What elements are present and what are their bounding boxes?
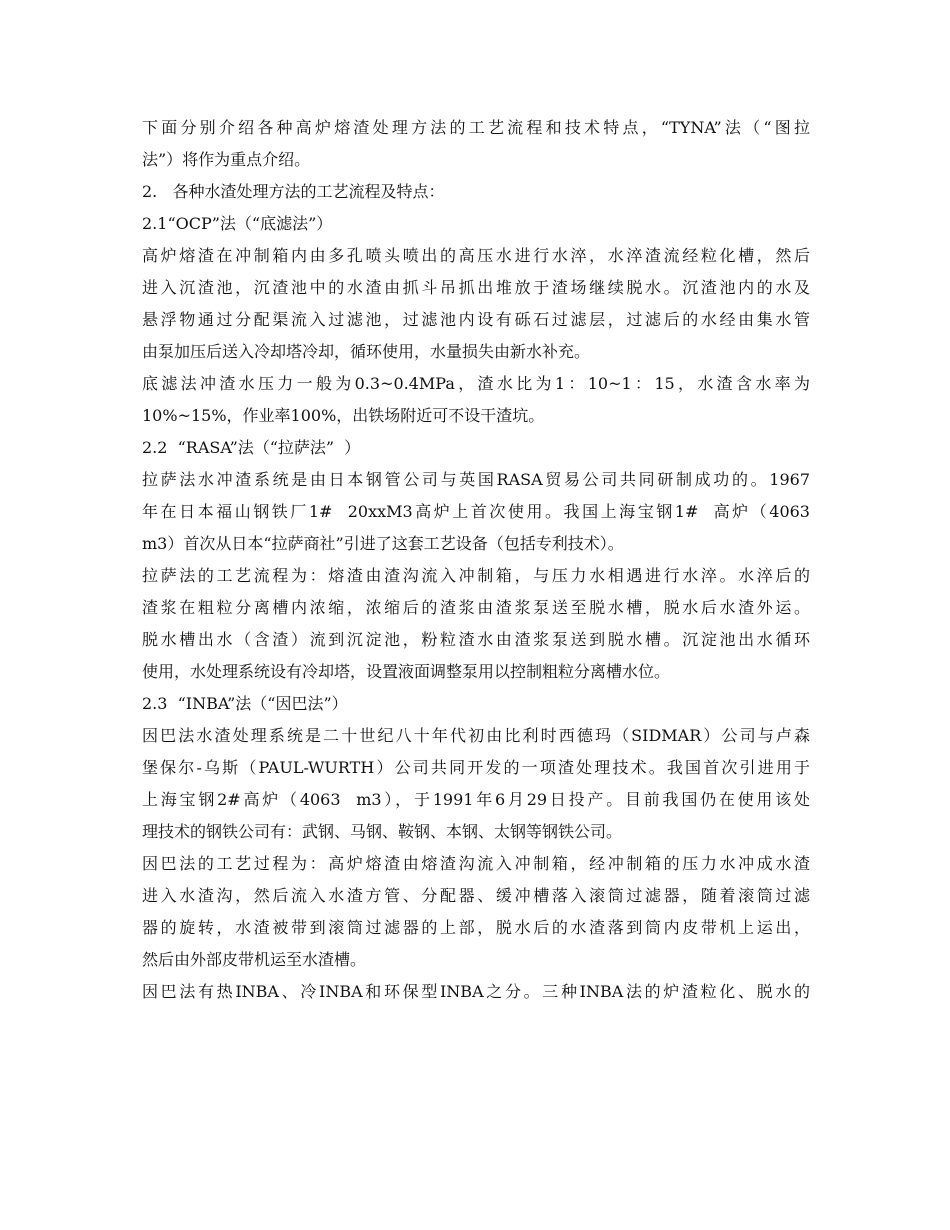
text-line: 进入水渣沟，然后流入水渣方管、分配器、缓冲槽落入滚筒过滤器，随着滚筒过滤 [142,886,810,905]
text-line: 理技术的钢铁公司有：武钢、马钢、鞍钢、本钢、太钢等钢铁公司。 [142,822,623,841]
text-line: 因巴法有热INBA、冷INBA和环保型INBA之分。三种INBA法的炉渣粒化、脱水的 [142,982,810,1001]
text-line: 堡保尔-乌斯（PAUL-WURTH）公司共同开发的一项渣处理技术。我国首次引进用于 [142,758,810,777]
text-line: 悬浮物通过分配渠流入过滤池，过滤池内设有砾石过滤层，过滤后的水经由集水管 [142,310,810,329]
text-line: 由泵加压后送入冷却塔冷却，循环使用，水量损失由新水补充。 [142,342,591,361]
text-line: 进入沉渣池，沉渣池中的水渣由抓斗吊抓出堆放于渣场继续脱水。沉渣池内的水及 [142,278,810,297]
text-line: 上海宝钢2#高炉（4063 m3），于1991年6月29日投产。目前我国仍在使用该处 [142,790,810,809]
section-heading: 2.1“OCP”法（“底滤法”） [142,214,333,233]
text-line: 10%~15%，作业率100%，出铁场附近可不设干渣坑。 [142,406,545,425]
text-line: 器的旋转，水渣被带到滚筒过滤器的上部，脱水后的水渣落到筒内皮带机上运出， [142,918,810,937]
text-line: 然后由外部皮带机运至水渣槽。 [142,950,367,969]
text-line: m3）首次从日本“拉萨商社”引进了这套工艺设备（包括专利技术）。 [142,534,624,553]
text-line: 使用，水处理系统设有冷却塔，设置液面调整泵用以控制粗粒分离槽水位。 [142,662,671,681]
text-line: 拉萨法的工艺流程为：熔渣由渣沟流入冲制箱，与压力水相遇进行水淬。水淬后的 [142,566,810,585]
text-line: 下面分别介绍各种高炉熔渣处理方法的工艺流程和技术特点，“TYNA”法（“图拉 [142,118,810,137]
text-line: 拉萨法水冲渣系统是由日本钢管公司与英国RASA贸易公司共同研制成功的。1967 [142,470,810,489]
section-heading: 2.2 “RASA”法（“拉萨法” ） [142,438,361,457]
section-heading: 2.3 “INBA”法（“因巴法”） [142,694,348,713]
text-line: 因巴法水渣处理系统是二十世纪八十年代初由比利时西德玛（SIDMAR）公司与卢森 [142,726,810,745]
text-line: 高炉熔渣在冲制箱内由多孔喷头喷出的高压水进行水淬，水淬渣流经粒化槽，然后 [142,246,810,265]
text-line: 脱水槽出水（含渣）流到沉淀池，粉粒渣水由渣浆泵送到脱水槽。沉淀池出水循环 [142,630,810,649]
document-body [142,112,810,1008]
text-line: 法”）将作为重点介绍。 [142,150,311,169]
text-line: 底滤法冲渣水压力一般为0.3~0.4MPa，渣水比为1：10~1：15，水渣含水率为 [142,374,810,393]
text-line: 因巴法的工艺过程为：高炉熔渣由熔渣沟流入冲制箱，经冲制箱的压力水冲成水渣 [142,854,810,873]
section-heading: 2. 各种水渣处理方法的工艺流程及特点： [142,182,445,201]
text-line: 渣浆在粗粒分离槽内浓缩，浓缩后的渣浆由渣浆泵送至脱水槽，脱水后水渣外运。 [142,598,810,617]
text-line: 年在日本福山钢铁厂1# 20xxM3高炉上首次使用。我国上海宝钢1# 高炉（4063 [142,502,810,521]
